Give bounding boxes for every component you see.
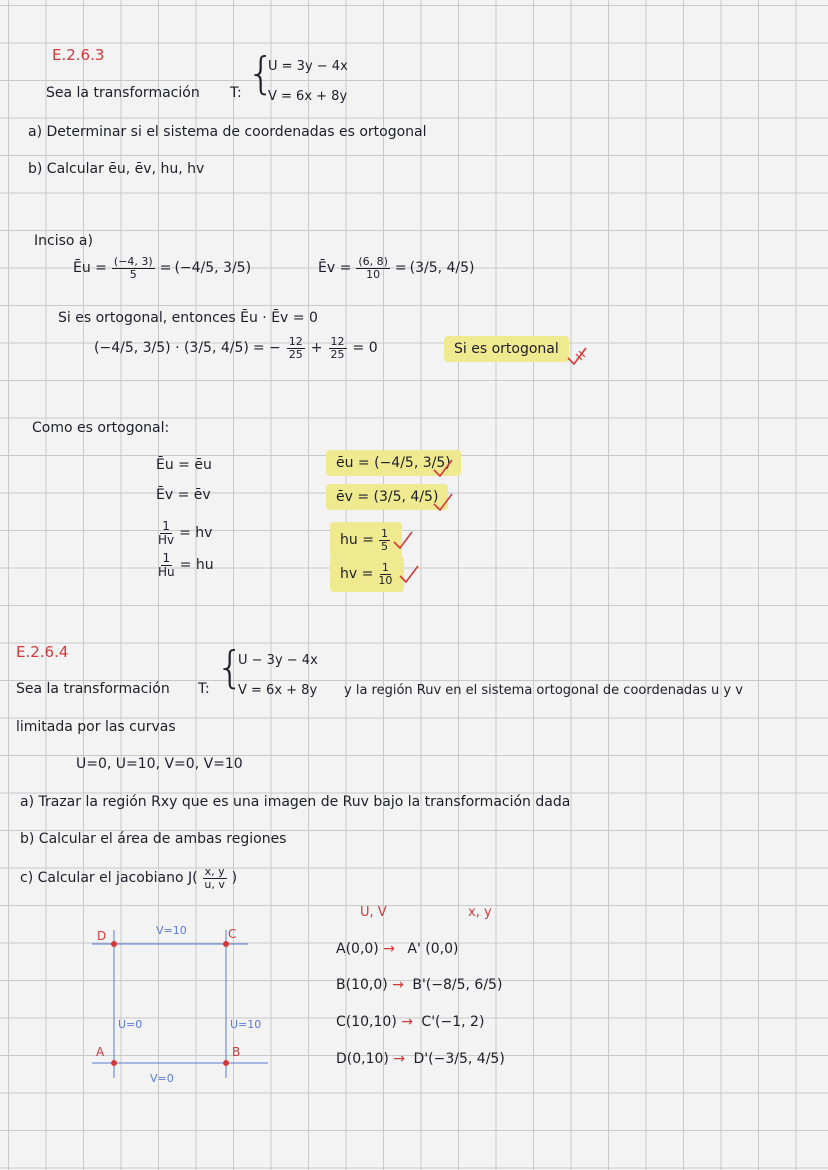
brace-1: { <box>247 48 275 99</box>
u-equation: U = 3y − 4x <box>268 59 348 74</box>
result-hv-check-icon <box>398 564 420 586</box>
result-eu: ēu = (−4/5, 3/5) <box>326 450 461 476</box>
result-eu-check-icon <box>432 458 454 480</box>
question-b: b) Calcular ēu, ēv, hu, hv <box>28 161 205 177</box>
label-B: B <box>232 1045 241 1059</box>
col-xy-header: x, y <box>468 905 492 920</box>
orthogonal-condition: Si es ortogonal, entonces Ēu · Ēv = 0 <box>58 310 318 326</box>
label-v0: V=0 <box>150 1072 174 1085</box>
question-2c: c) Calcular el jacobiano J( $\frac{x, y}{u, v}$ ) <box>20 865 238 891</box>
point-A <box>111 1060 117 1066</box>
relation-4: $\frac{1}{Hu}$ = hu <box>158 551 214 579</box>
brace-2: { <box>216 642 244 693</box>
question-2b: b) Calcular el área de ambas regiones <box>20 831 287 847</box>
map-row-A: A(0,0) → A' (0,0) <box>336 941 459 957</box>
label-C: C <box>228 927 237 941</box>
exercise-2-id: E.2.6.4 <box>16 643 69 661</box>
label-u10: U=10 <box>230 1018 262 1031</box>
label-v10: V=10 <box>156 924 187 937</box>
question-a: a) Determinar si el sistema de coordenadas es ortogonal <box>28 124 427 140</box>
result-hu-check-icon <box>392 530 414 552</box>
orthogonal-result: Si es ortogonal <box>444 336 569 362</box>
result-hv: hv = $\frac{1}{10}$ <box>330 556 404 592</box>
relation-3: $\frac{1}{Hv}$ = hv <box>158 519 213 547</box>
dot-product: (−4/5, 3/5) · (3/5, 4/5) = − $\frac{12}{25}$ + $\frac{12}{25}$ = 0 <box>94 335 378 361</box>
relation-1: Ēu = ēu <box>156 457 212 473</box>
result-hu: hu = $\frac{1}{5}$ <box>330 522 402 558</box>
exercise-2-intro-cont: y la región Ruv en el sistema ortogonal de coordenadas u y v <box>344 683 743 698</box>
inciso-label: Inciso a) <box>34 233 93 249</box>
Eu-expression: Ēu = $\frac{(-4, 3)}{5}$ = (−4/5, 3/5) <box>73 255 252 281</box>
transformation-label: T: <box>230 85 242 101</box>
result-ev: ēv = (3/5, 4/5) <box>326 484 448 510</box>
exercise-1-id: E.2.6.3 <box>52 46 105 64</box>
label-D: D <box>97 929 107 943</box>
label-u0: U=0 <box>118 1018 143 1031</box>
como-label: Como es ortogonal: <box>32 420 170 436</box>
point-C <box>223 941 229 947</box>
col-uv-header: U, V <box>360 905 387 920</box>
exercise-1-intro: Sea la transformación <box>46 85 200 101</box>
region-uv-diagram <box>80 910 280 1090</box>
question-2a: a) Trazar la región Rxy que es una imagen de Ruv bajo la transformación dada <box>20 794 571 810</box>
v-equation-2: V = 6x + 8y <box>238 683 318 698</box>
map-row-D: D(0,10) → D'(−3/5, 4/5) <box>336 1051 505 1067</box>
relation-2: Ēv = ēv <box>156 487 211 503</box>
result-ev-check-icon <box>432 492 454 514</box>
transformation-2-label: T: <box>198 681 210 697</box>
exercise-2-intro: Sea la transformación <box>16 681 170 697</box>
curves: U=0, U=10, V=0, V=10 <box>76 756 243 772</box>
u-equation-2: U − 3y − 4x <box>238 653 318 668</box>
v-equation: V = 6x + 8y <box>268 89 348 104</box>
map-row-B: B(10,0) → B'(−8/5, 6/5) <box>336 977 503 993</box>
limitada-label: limitada por las curvas <box>16 719 176 735</box>
point-B <box>223 1060 229 1066</box>
Ev-expression: Ēv = $\frac{(6, 8)}{10}$ = (3/5, 4/5) <box>318 255 475 281</box>
result-check-icon <box>566 346 588 368</box>
label-A: A <box>96 1045 105 1059</box>
point-D <box>111 941 117 947</box>
map-row-C: C(10,10) → C'(−1, 2) <box>336 1014 485 1030</box>
